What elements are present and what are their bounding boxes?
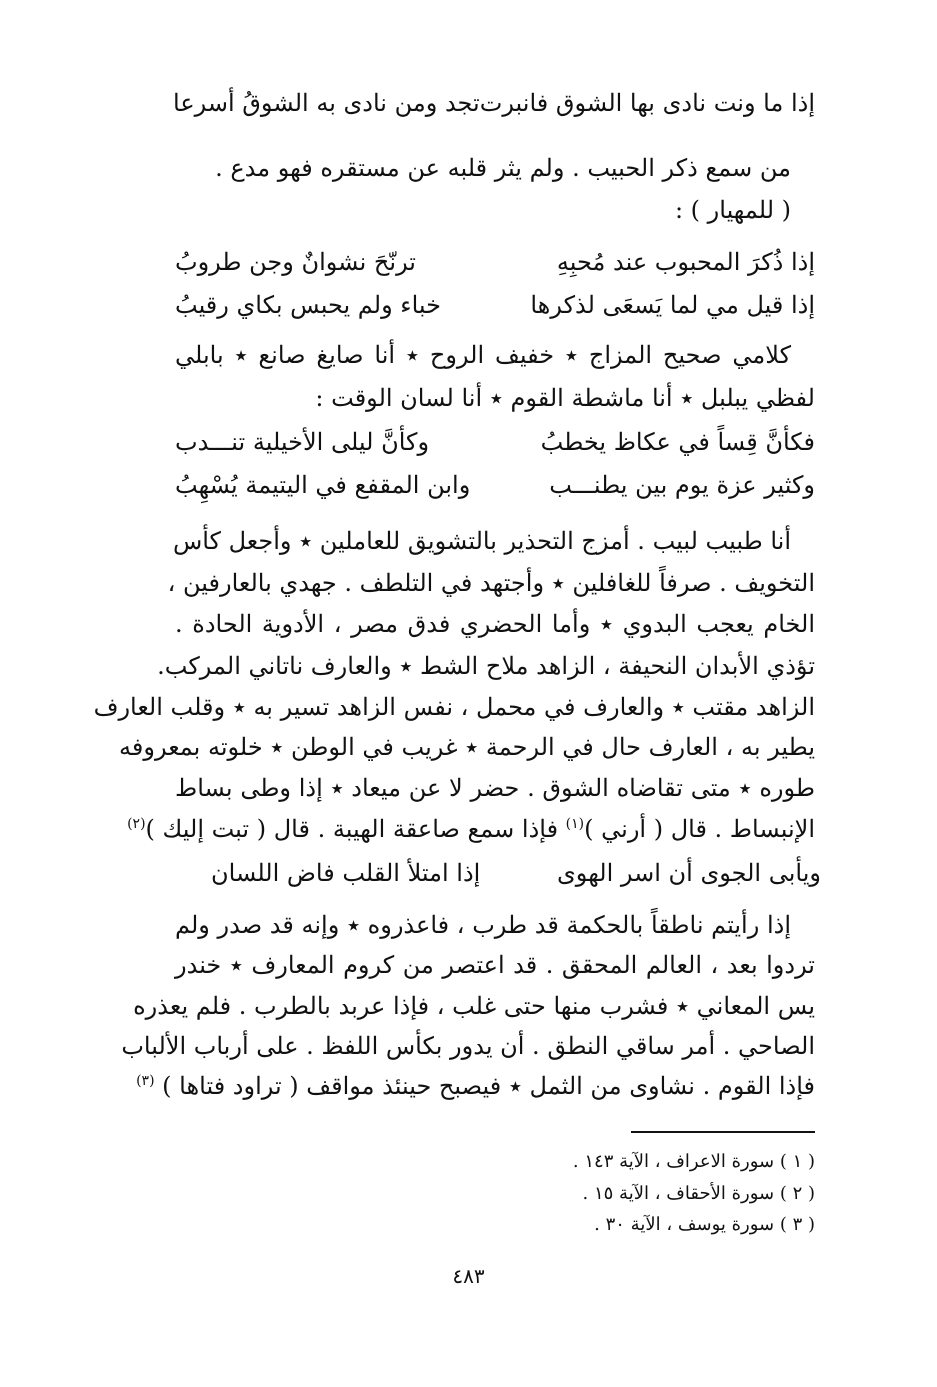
text-segment: فإذا القوم . نشاوى من الثمل ٭ فيصبح حينئذ مواقف ( تراود فتاها ) (162, 1072, 815, 1100)
verse-hemistich: إذا امتلأ القلب فاض اللسان (211, 859, 481, 887)
verse-line (175, 288, 815, 322)
text-line: أنا طبيب لبيب . أمزج التحذير بالتشويق للعاملين ٭ وأجعل كأس (172, 527, 791, 555)
text-line: الزاهد مقتب ٭ والعارف في محمل ، نفس الزاهد تسير به ٭ وقلب العارف (93, 693, 815, 721)
text-line: تؤذي الأبدان النحيفة ، الزاهد ملاح الشط ٭ والعارف ناتاني المركب. (157, 652, 815, 680)
footnote: ( ٣ ) سورة يوسف ، الآية ٣٠ . (594, 1214, 815, 1235)
text-line: كلامي صحيح المزاج ٭ خفيف الروح ٭ أنا صايغ صانع ٭ بابلي (175, 341, 791, 369)
verse-hemistich: وكأنَّ ليلى الأخيلية تنـــدب (175, 428, 430, 456)
text-line: ( للمهيار ) : (674, 196, 791, 224)
text-segment: فإذا سمع صاعقة الهيبة . قال ( تبت إليك ) (145, 815, 566, 843)
footnote-ref: (٣) (136, 1073, 155, 1089)
footnote-divider (631, 1131, 815, 1133)
verse-hemistich: إذا قيل مي لما يَسعَى لذكرها (530, 291, 815, 319)
verse-line (175, 425, 815, 459)
verse-hemistich: وابن المقفع في اليتيمة يُسْهِبُ (175, 471, 471, 499)
footnote-ref: (٢) (127, 816, 146, 832)
footnote: ( ٢ ) سورة الأحقاف ، الآية ١٥ . (582, 1183, 815, 1204)
verse-line (175, 245, 815, 279)
text-line: إذا رأيتم ناطقاً بالحكمة قد طرب ، فاعذروه ٭ وإنه قد صدر ولم (175, 911, 791, 939)
text-segment: الإنبساط . قال ( أرني ) (584, 815, 815, 843)
text-line: طوره ٭ متى تقاضاه الشوق . حضر لا عن ميعاد ٭ إذا وطى بساط (175, 774, 815, 802)
text-line: الصاحي . أمر ساقي النطق . أن يدور بكأس اللفظ . على أرباب الألباب (121, 1032, 815, 1060)
footnote-ref: (١) (565, 816, 585, 832)
verse-hemistich: وكثير عزة يوم بين يطنـــب (549, 471, 815, 499)
text-line: تردوا بعد ، العالم المحقق . قد اعتصر من كروم المعارف ٭ خندر (175, 951, 815, 979)
verse-hemistich: ترنّحَ نشوانٌ وجن طروبُ (175, 248, 416, 276)
verse-hemistich: خباء ولم يحبس بكاي رقيبُ (175, 291, 441, 319)
text-line: التخويف . صرفاً للغافلين ٭ وأجتهد في التلطف . جهدي بالعارفين ، (167, 569, 815, 597)
verse-line (175, 86, 815, 120)
text-line (136, 1069, 815, 1103)
verse-hemistich: إذا ما ونت نادى بها الشوق فانبرت (479, 89, 815, 117)
text-line: لفظي يبلبل ٭ أنا ماشطة القوم ٭ أنا لسان الوقت : (315, 384, 815, 412)
verse-hemistich: تجد ومن نادى به الشوقُ أسرعا (173, 89, 480, 117)
text-line: من سمع ذكر الحبيب . ولم يثر قلبه عن مستقره فهو مدع . (215, 154, 791, 182)
verse-line (211, 856, 821, 890)
text-line: يطير به ، العارف حال في الرحمة ٭ غريب في الوطن ٭ خلوته بمعروفه (119, 733, 815, 761)
text-line (127, 812, 815, 846)
verse-hemistich: فكأنَّ قِساً في عكاظ يخطبُ (540, 428, 815, 456)
text-line: يس المعاني ٭ فشرب منها حتى غلب ، فإذا عربد بالطرب . فلم يعذره (133, 992, 815, 1020)
verse-hemistich: إذا ذُكرَ المحبوب عند مُحبِهِ (556, 248, 815, 276)
verse-hemistich: ويأبى الجوى أن اسر الهوى (557, 859, 821, 887)
page-number: ٤٨٣ (452, 1264, 485, 1288)
text-line: الخام يعجب البدوي ٭ وأما الحضري فدق مصر ، الأدوية الحادة . (175, 610, 815, 638)
verse-line (175, 468, 815, 502)
footnote: ( ١ ) سورة الاعراف ، الآية ١٤٣ . (572, 1151, 815, 1172)
